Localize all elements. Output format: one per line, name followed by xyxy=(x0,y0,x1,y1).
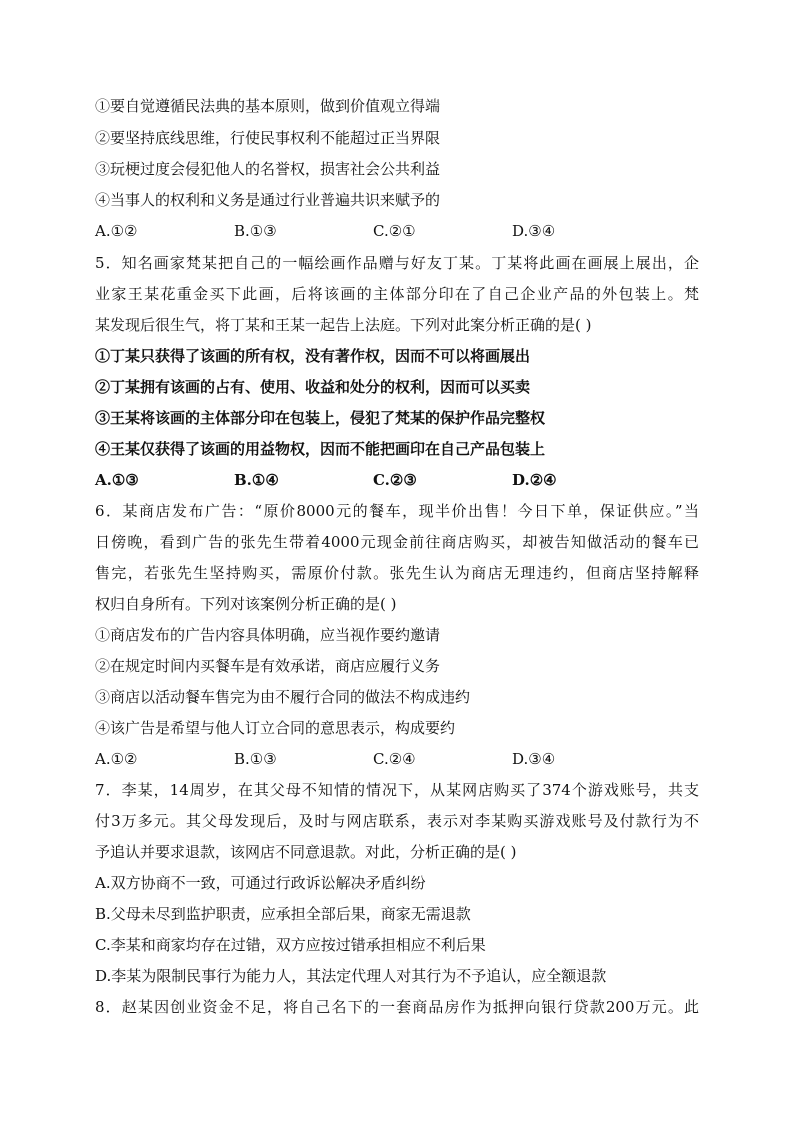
q7-choice-b: B.父母未尽到监护职责，应承担全部后果，商家无需退款 xyxy=(95,905,471,923)
q6-statement-3: ③商店以活动餐车售完为由不履行合同的做法不构成违约 xyxy=(95,688,471,706)
q5-statement-1: ①丁某只获得了该画的所有权，没有著作权，因而不可以将画展出 xyxy=(95,347,531,365)
q4-option-b: B.①③ xyxy=(234,222,277,240)
q7-stem-line-2: 付3万多元。其父母发现后，及时与网店联系，表示对李某购买游戏账号及付款行为不 xyxy=(95,812,699,830)
q6-statement-2: ②在规定时间内买餐车是有效承诺，商店应履行义务 xyxy=(95,657,441,675)
q5-stem-line-1: 5．知名画家梵某把自己的一幅绘画作品赠与好友丁某。丁某将此画在画展上展出，企 xyxy=(95,254,699,272)
q5-option-a: A.①③ xyxy=(95,471,139,489)
q6-statement-4: ④该广告是希望与他人订立合同的意思表示，构成要约 xyxy=(95,719,456,737)
q5-option-d: D.②④ xyxy=(512,471,557,489)
q5-stem-line-2: 业家王某花重金买下此画，后将该画的主体部分印在了自己企业产品的外包装上。梵 xyxy=(95,285,699,303)
q7-choice-d: D.李某为限制民事行为能力人，其法定代理人对其行为不予追认，应全额退款 xyxy=(95,967,607,985)
q7-choice-c: C.李某和商家均存在过错，双方应按过错承担相应不利后果 xyxy=(95,936,486,954)
q4-statement-1: ①要自觉遵循民法典的基本原则，做到价值观立得端 xyxy=(95,97,441,115)
q7-choice-a: A.双方协商不一致，可通过行政诉讼解决矛盾纠纷 xyxy=(95,874,426,892)
q5-statement-4: ④王某仅获得了该画的用益物权，因而不能把画印在自己产品包装上 xyxy=(95,440,546,458)
q7-stem-line-1: 7．李某，14周岁，在其父母不知情的情况下，从某网店购买了374个游戏账号，共支 xyxy=(95,781,699,799)
q5-option-b: B.①④ xyxy=(234,471,279,489)
q6-stem-line-2: 日傍晚，看到广告的张先生带着4000元现金前往商店购买，却被告知做活动的餐车已 xyxy=(95,533,699,551)
q4-statement-2: ②要坚持底线思维，行使民事权利不能超过正当界限 xyxy=(95,129,441,147)
q6-option-d: D.③④ xyxy=(512,750,556,768)
q8-stem-line-1: 8．赵某因创业资金不足，将自己名下的一套商品房作为抵押向银行贷款200万元。此 xyxy=(95,998,699,1016)
q6-stem-line-3: 售完，若张先生坚持购买，需原价付款。张先生认为商店无理违约，但商店坚持解释 xyxy=(95,564,699,582)
q7-stem-line-3: 予追认并要求退款，该网店不同意退款。对此，分析正确的是( ) xyxy=(95,843,517,861)
q4-option-a: A.①② xyxy=(95,222,138,240)
q4-option-d: D.③④ xyxy=(512,222,556,240)
q6-statement-1: ①商店发布的广告内容具体明确，应当视作要约邀请 xyxy=(95,626,441,644)
q6-option-b: B.①③ xyxy=(234,750,277,768)
q5-statement-3: ③王某将该画的主体部分印在包装上，侵犯了梵某的保护作品完整权 xyxy=(95,409,546,427)
q4-statement-3: ③玩梗过度会侵犯他人的名誉权，损害社会公共利益 xyxy=(95,160,441,178)
q5-statement-2: ②丁某拥有该画的占有、使用、收益和处分的权利，因而可以买卖 xyxy=(95,378,531,396)
q5-option-c: C.②③ xyxy=(373,471,417,489)
q6-option-c: C.②④ xyxy=(373,750,416,768)
q5-stem-line-3: 某发现后很生气，将丁某和王某一起告上法庭。下列对此案分析正确的是( ) xyxy=(95,316,592,334)
q4-option-c: C.②① xyxy=(373,222,416,240)
q6-option-a: A.①② xyxy=(95,750,138,768)
q4-statement-4: ④当事人的权利和义务是通过行业普遍共识来赋予的 xyxy=(95,191,441,209)
q6-stem-line-4: 权归自身所有。下列对该案例分析正确的是( ) xyxy=(95,595,397,613)
q6-stem-line-1: 6．某商店发布广告：“原价8000元的餐车，现半价出售！今日下单，保证供应。”当 xyxy=(95,502,699,520)
